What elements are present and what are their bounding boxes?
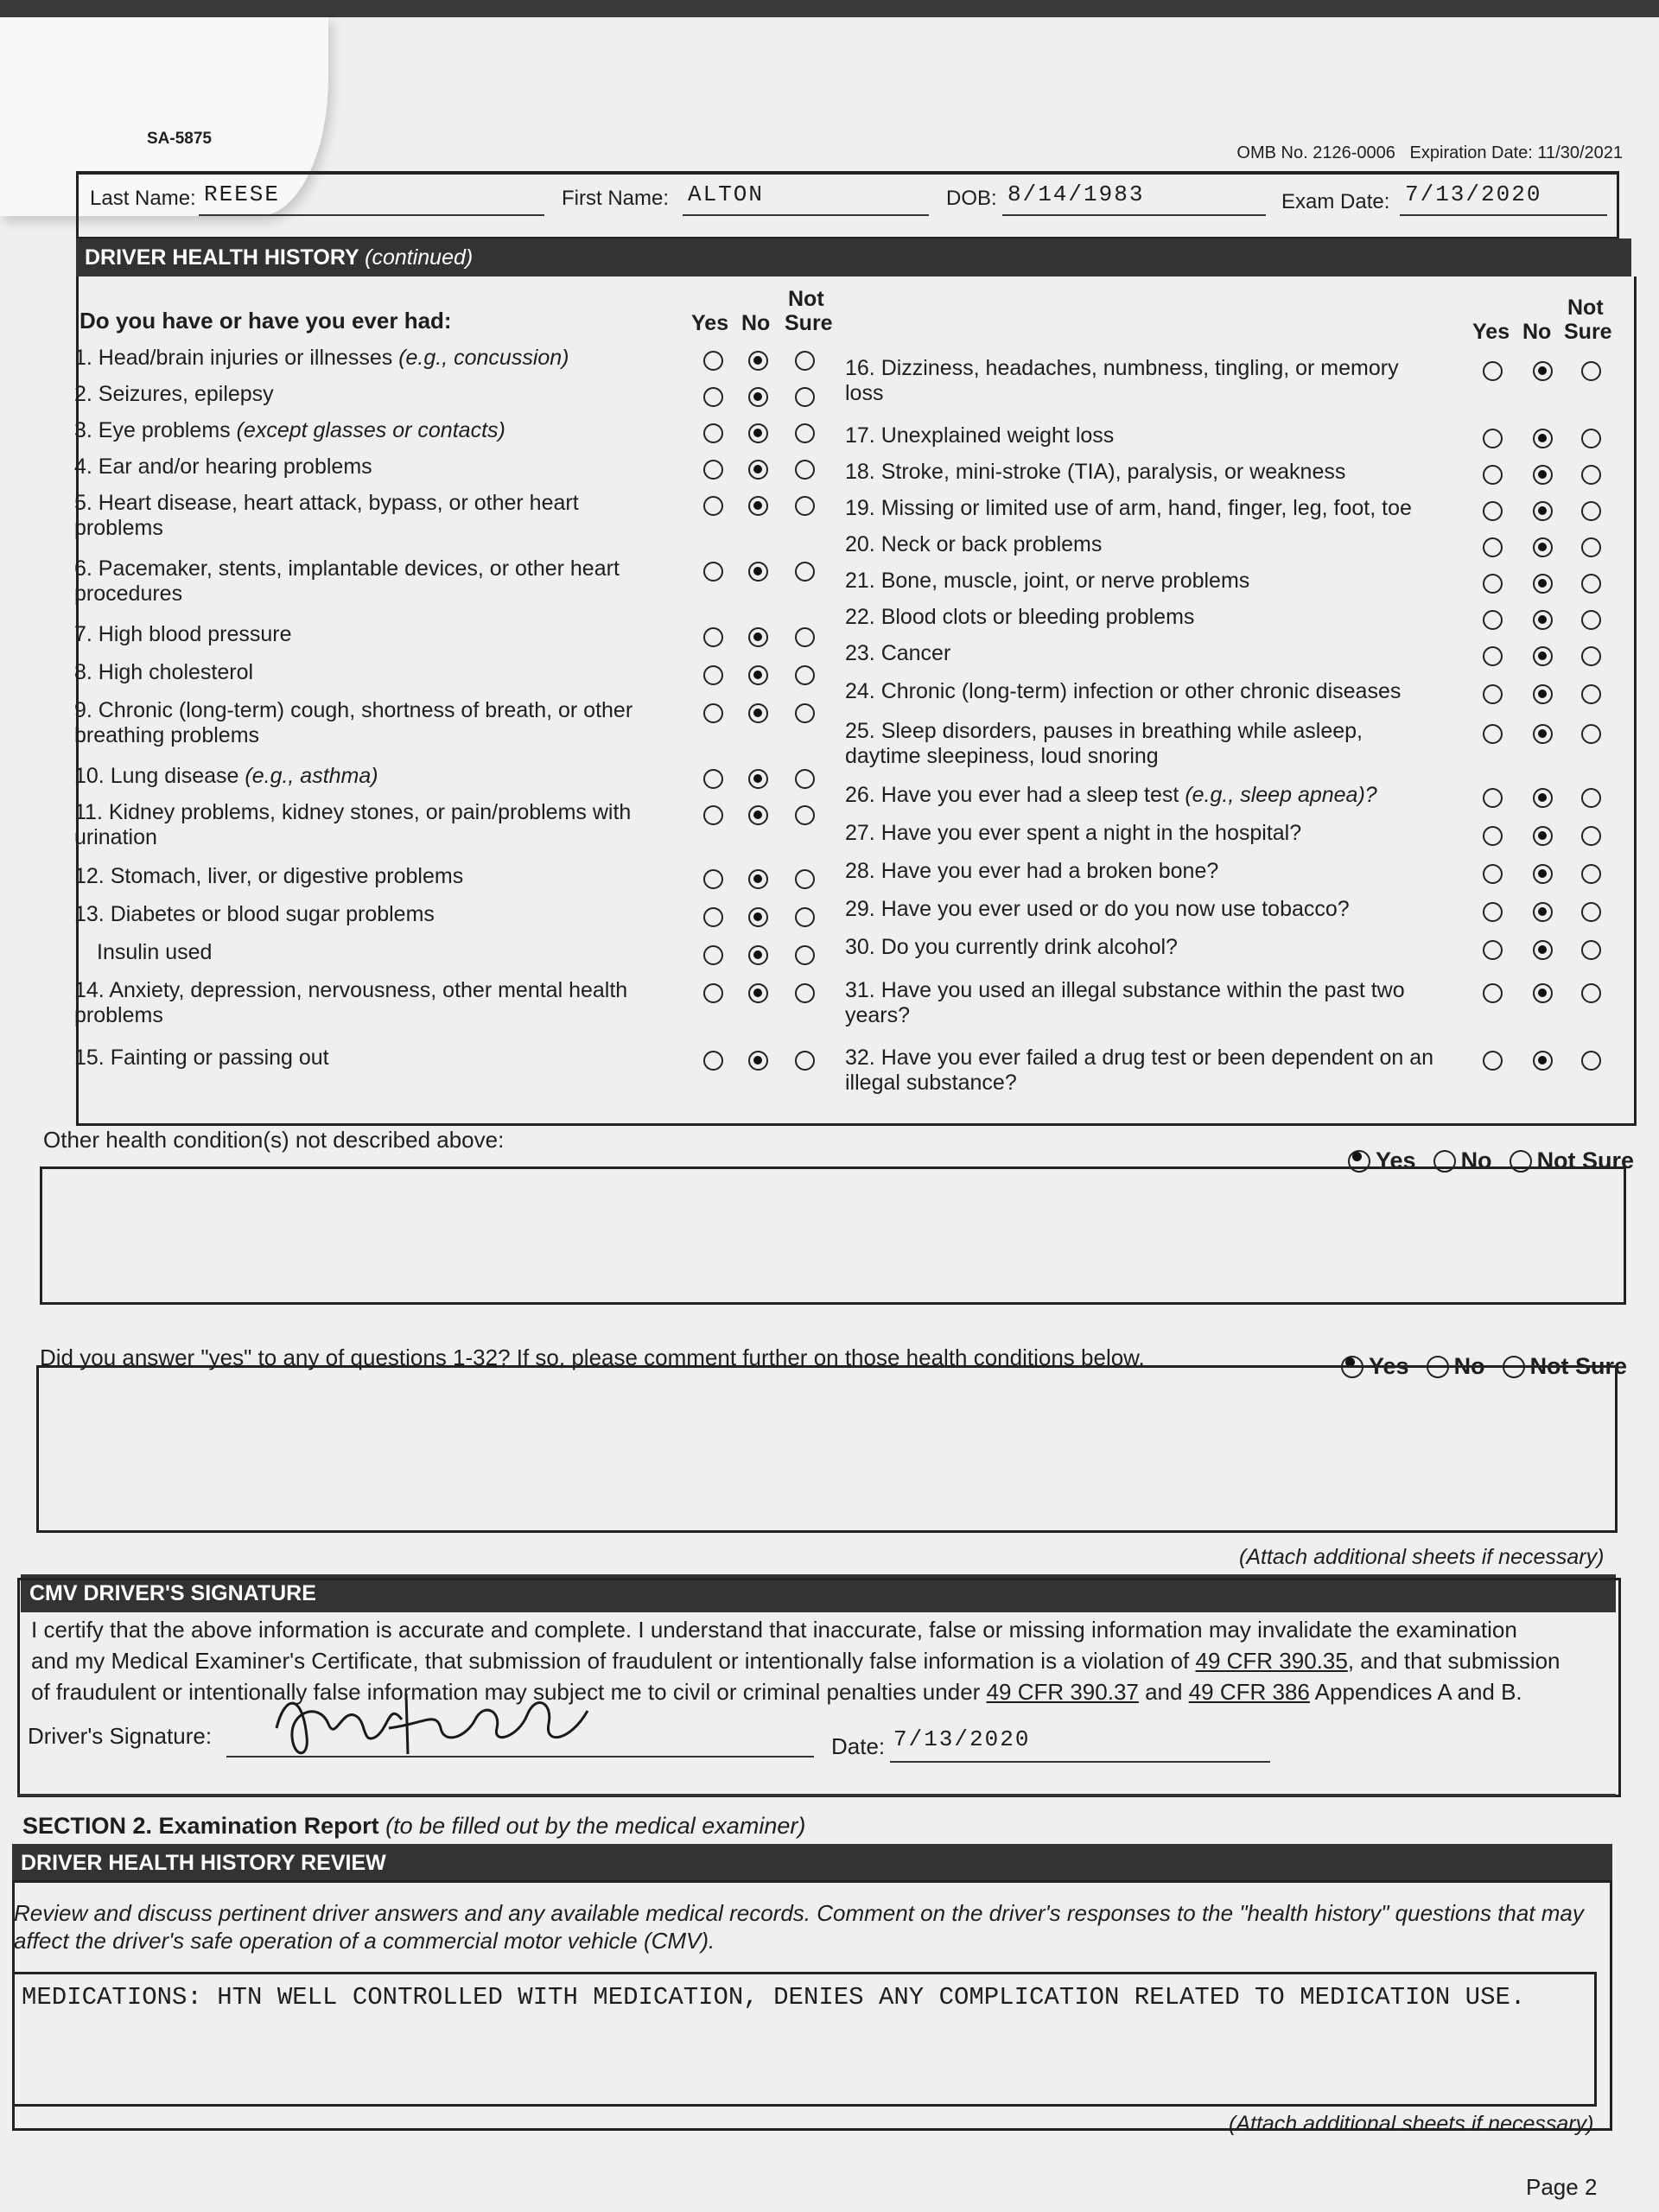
right-q11-not-sure-radio[interactable] [1581, 788, 1601, 808]
yes-any-comments-textarea[interactable] [36, 1365, 1618, 1533]
signature-date-field[interactable]: 7/13/2020 [893, 1726, 1031, 1752]
left-q9-not-sure-radio[interactable] [795, 703, 815, 723]
right-question-15: 30. Do you currently drink alcohol? [845, 935, 1178, 959]
left-q11-no-radio[interactable] [748, 805, 768, 825]
right-q6-yes-radio[interactable] [1483, 574, 1503, 594]
right-question-4: 19. Missing or limited use of arm, hand, finger, leg, foot, toe [845, 496, 1412, 520]
right-q17-yes-radio[interactable] [1483, 1051, 1503, 1071]
right-q4-not-sure-radio[interactable] [1581, 501, 1601, 521]
left-question-9: 9. Chronic (long-term) cough, shortness of breath, or other breathing problems [74, 698, 633, 747]
driver-signature-label: Driver's Signature: [28, 1723, 213, 1749]
right-q15-not-sure-radio[interactable] [1581, 940, 1601, 960]
form-code: SA-5875 [147, 130, 212, 148]
left-q7-yes-radio[interactable] [703, 627, 723, 647]
left-question-8: 8. High cholesterol [74, 660, 254, 684]
col-sure-right: Sure [1564, 320, 1612, 344]
left-q16-not-sure-radio[interactable] [795, 1051, 815, 1071]
left-q2-not-sure-radio[interactable] [795, 387, 815, 407]
right-q9-yes-radio[interactable] [1483, 684, 1503, 704]
left-q4-yes-radio[interactable] [703, 460, 723, 480]
review-title: DRIVER HEALTH HISTORY REVIEW [12, 1844, 1612, 1882]
left-question-15: 14. Anxiety, depression, nervousness, other mental health problems [74, 978, 628, 1027]
other-conditions-options: Yes No Not Sure [1348, 1147, 1634, 1174]
right-question-17: 32. Have you ever failed a drug test or been dependent on an illegal substance? [845, 1046, 1434, 1095]
cert-line-2: and my Medical Examiner's Certificate, that submission of fraudulent or intentionally false information is a violation of 49 CFR 390.35, and that submission [31, 1648, 1560, 1674]
cfr-390-37-link[interactable]: 49 CFR 390.37 [986, 1679, 1139, 1705]
cfr-386-link[interactable]: 49 CFR 386 [1188, 1679, 1310, 1705]
right-question-7: 22. Blood clots or bleeding problems [845, 605, 1195, 629]
exam-date-field[interactable]: 7/13/2020 [1405, 181, 1542, 207]
exam-date-label: Exam Date: [1281, 190, 1390, 213]
last-name-line [199, 214, 544, 216]
health-history-title: DRIVER HEALTH HISTORY (continued) [76, 238, 1631, 276]
right-q9-not-sure-radio[interactable] [1581, 684, 1601, 704]
right-q6-no-radio[interactable] [1533, 574, 1553, 594]
yes-any-label: Did you answer "yes" to any of questions 1-32? If so, please comment further on those health conditions below. [40, 1344, 1145, 1370]
last-name-label: Last Name: [90, 187, 196, 210]
right-q2-yes-radio[interactable] [1483, 429, 1503, 448]
right-question-12: 27. Have you ever spent a night in the hospital? [845, 821, 1302, 845]
left-q14-yes-radio[interactable] [703, 945, 723, 965]
right-q2-no-radio[interactable] [1533, 429, 1553, 448]
right-q17-not-sure-radio[interactable] [1581, 1051, 1601, 1071]
left-q8-not-sure-radio[interactable] [795, 665, 815, 685]
right-question-2: 17. Unexplained weight loss [845, 423, 1115, 448]
right-q9-no-radio[interactable] [1533, 684, 1553, 704]
left-q9-no-radio[interactable] [748, 703, 768, 723]
left-question-7: 7. High blood pressure [74, 622, 292, 646]
right-q5-not-sure-radio[interactable] [1581, 537, 1601, 557]
left-q4-no-radio[interactable] [748, 460, 768, 480]
attach-note-1: (Attach additional sheets if necessary) [1239, 1545, 1605, 1569]
right-q15-no-radio[interactable] [1533, 940, 1553, 960]
right-q8-not-sure-radio[interactable] [1581, 646, 1601, 666]
driver-signature-image[interactable] [259, 1676, 622, 1771]
left-question-10: 10. Lung disease (e.g., asthma) [74, 764, 378, 788]
left-q15-yes-radio[interactable] [703, 983, 723, 1003]
left-question-14: Insulin used [97, 940, 213, 964]
left-q5-yes-radio[interactable] [703, 496, 723, 516]
section2-title: SECTION 2. Examination Report (to be filled out by the medical examiner) [22, 1813, 806, 1839]
left-q3-no-radio[interactable] [748, 423, 768, 443]
dob-field[interactable]: 8/14/1983 [1007, 181, 1145, 207]
col-yes-left: Yes [691, 311, 729, 335]
medications-comment[interactable]: MEDICATIONS: HTN WELL CONTROLLED WITH MEDICATION, DENIES ANY COMPLICATION RELATED TO MEDICATION USE. [12, 1972, 1597, 2107]
left-q14-not-sure-radio[interactable] [795, 945, 815, 965]
right-q6-not-sure-radio[interactable] [1581, 574, 1601, 594]
first-name-line [683, 214, 929, 216]
right-q16-not-sure-radio[interactable] [1581, 983, 1601, 1003]
right-question-5: 20. Neck or back problems [845, 532, 1103, 556]
right-q5-no-radio[interactable] [1533, 537, 1553, 557]
col-not-right: Not [1567, 296, 1604, 320]
left-q6-no-radio[interactable] [748, 562, 768, 582]
left-q1-not-sure-radio[interactable] [795, 351, 815, 371]
right-q4-yes-radio[interactable] [1483, 501, 1503, 521]
right-question-6: 21. Bone, muscle, joint, or nerve problems [845, 569, 1250, 593]
left-q13-not-sure-radio[interactable] [795, 907, 815, 927]
left-q11-yes-radio[interactable] [703, 805, 723, 825]
question-header: Do you have or have you ever had: [79, 308, 452, 334]
right-q1-no-radio[interactable] [1533, 361, 1553, 381]
dob-line [1002, 214, 1266, 216]
left-q14-no-radio[interactable] [748, 945, 768, 965]
right-q17-no-radio[interactable] [1533, 1051, 1553, 1071]
left-question-5: 5. Heart disease, heart attack, bypass, or other heart problems [74, 491, 579, 540]
col-no-left: No [741, 311, 771, 335]
right-question-16: 31. Have you used an illegal substance within the past two years? [845, 978, 1405, 1027]
left-q5-not-sure-radio[interactable] [795, 496, 815, 516]
right-question-13: 28. Have you ever had a broken bone? [845, 859, 1219, 883]
right-q12-not-sure-radio[interactable] [1581, 826, 1601, 846]
right-q16-yes-radio[interactable] [1483, 983, 1503, 1003]
left-q10-yes-radio[interactable] [703, 769, 723, 789]
cfr-390-35-link[interactable]: 49 CFR 390.35 [1195, 1648, 1348, 1674]
exam-date-line [1400, 214, 1607, 216]
col-no-right: No [1522, 320, 1552, 344]
left-q2-yes-radio[interactable] [703, 387, 723, 407]
right-q3-not-sure-radio[interactable] [1581, 465, 1601, 485]
right-question-9: 24. Chronic (long-term) infection or other chronic diseases [845, 679, 1402, 703]
left-question-6: 6. Pacemaker, stents, implantable devices, or other heart procedures [74, 556, 620, 606]
cert-line-1: I certify that the above information is accurate and complete. I understand that inaccurate, false or missing information may invalidate the examination [31, 1617, 1517, 1643]
omb-number: OMB No. 2126-0006 [1236, 143, 1395, 162]
right-question-3: 18. Stroke, mini-stroke (TIA), paralysis, or weakness [845, 460, 1346, 484]
col-yes-right: Yes [1472, 320, 1510, 344]
left-q15-not-sure-radio[interactable] [795, 983, 815, 1003]
yes-any-options: Yes No Not Sure [1341, 1353, 1627, 1380]
right-q10-not-sure-radio[interactable] [1581, 724, 1601, 744]
last-name-field[interactable]: REESE [204, 181, 281, 207]
right-q4-no-radio[interactable] [1533, 501, 1553, 521]
date-line [890, 1761, 1270, 1763]
left-q5-no-radio[interactable] [748, 496, 768, 516]
left-q16-yes-radio[interactable] [703, 1051, 723, 1071]
right-q3-yes-radio[interactable] [1483, 465, 1503, 485]
right-q14-yes-radio[interactable] [1483, 902, 1503, 922]
right-q12-yes-radio[interactable] [1483, 826, 1503, 846]
left-q2-no-radio[interactable] [748, 387, 768, 407]
right-q13-not-sure-radio[interactable] [1581, 864, 1601, 884]
right-q1-not-sure-radio[interactable] [1581, 361, 1601, 381]
left-question-16: 15. Fainting or passing out [74, 1046, 329, 1070]
left-q1-yes-radio[interactable] [703, 351, 723, 371]
right-question-1: 16. Dizziness, headaches, numbness, tingling, or memory loss [845, 356, 1399, 405]
right-q8-yes-radio[interactable] [1483, 646, 1503, 666]
right-q1-yes-radio[interactable] [1483, 361, 1503, 381]
dob-label: DOB: [946, 187, 997, 210]
left-q13-yes-radio[interactable] [703, 907, 723, 927]
left-question-3: 3. Eye problems (except glasses or contacts) [74, 418, 505, 442]
right-question-8: 23. Cancer [845, 641, 951, 665]
left-q10-no-radio[interactable] [748, 769, 768, 789]
left-q1-no-radio[interactable] [748, 351, 768, 371]
left-question-11: 11. Kidney problems, kidney stones, or pain/problems with urination [74, 800, 632, 849]
right-q3-no-radio[interactable] [1533, 465, 1553, 485]
right-q7-no-radio[interactable] [1533, 610, 1553, 630]
left-q7-no-radio[interactable] [748, 627, 768, 647]
expiration-date: Expiration Date: 11/30/2021 [1409, 143, 1623, 162]
right-q11-yes-radio[interactable] [1483, 788, 1503, 808]
right-q16-no-radio[interactable] [1533, 983, 1553, 1003]
left-q10-not-sure-radio[interactable] [795, 769, 815, 789]
left-question-4: 4. Ear and/or hearing problems [74, 454, 372, 479]
right-q5-yes-radio[interactable] [1483, 537, 1503, 557]
other-conditions-textarea[interactable] [40, 1166, 1626, 1305]
page-number: Page 2 [1526, 2174, 1598, 2200]
first-name-label: First Name: [562, 187, 670, 210]
left-question-2: 2. Seizures, epilepsy [74, 382, 274, 406]
left-q12-no-radio[interactable] [748, 869, 768, 889]
left-q12-yes-radio[interactable] [703, 869, 723, 889]
right-q13-yes-radio[interactable] [1483, 864, 1503, 884]
left-q9-yes-radio[interactable] [703, 703, 723, 723]
review-instructions: Review and discuss pertinent driver answers and any available medical records. Comment on the driver's responses to the "health history" questions that may affect the driver's safe operation of a commercial motor vehicle (CMV). [14, 1900, 1584, 1954]
left-q8-no-radio[interactable] [748, 665, 768, 685]
right-q15-yes-radio[interactable] [1483, 940, 1503, 960]
left-q3-not-sure-radio[interactable] [795, 423, 815, 443]
left-q8-yes-radio[interactable] [703, 665, 723, 685]
form-page [0, 17, 1659, 2212]
right-q11-no-radio[interactable] [1533, 788, 1553, 808]
right-q2-not-sure-radio[interactable] [1581, 429, 1601, 448]
right-q14-no-radio[interactable] [1533, 902, 1553, 922]
left-q4-not-sure-radio[interactable] [795, 460, 815, 480]
left-q13-no-radio[interactable] [748, 907, 768, 927]
other-conditions-label: Other health condition(s) not described above: [43, 1127, 505, 1153]
left-q12-not-sure-radio[interactable] [795, 869, 815, 889]
left-q6-yes-radio[interactable] [703, 562, 723, 582]
right-question-11: 26. Have you ever had a sleep test (e.g., sleep apnea)? [845, 783, 1377, 807]
date-label: Date: [831, 1733, 886, 1759]
right-q10-yes-radio[interactable] [1483, 724, 1503, 744]
left-q11-not-sure-radio[interactable] [795, 805, 815, 825]
first-name-field[interactable]: ALTON [688, 181, 765, 207]
right-q8-no-radio[interactable] [1533, 646, 1553, 666]
left-q3-yes-radio[interactable] [703, 423, 723, 443]
col-sure-left: Sure [785, 311, 833, 335]
left-question-13: 13. Diabetes or blood sugar problems [74, 902, 435, 926]
left-question-1: 1. Head/brain injuries or illnesses (e.g., concussion) [74, 346, 569, 370]
right-question-10: 25. Sleep disorders, pauses in breathing while asleep, daytime sleepiness, loud snoring [845, 719, 1363, 768]
cert-line-3: of fraudulent or intentionally false information may subject me to civil or criminal penalties under 49 CFR 390.37 and 49 CFR 386 Appendices A and B. [31, 1679, 1522, 1705]
right-q13-no-radio[interactable] [1533, 864, 1553, 884]
left-q15-no-radio[interactable] [748, 983, 768, 1003]
left-q16-no-radio[interactable] [748, 1051, 768, 1071]
attach-note-2: (Attach additional sheets if necessary) [1229, 2112, 1594, 2136]
left-question-12: 12. Stomach, liver, or digestive problems [74, 864, 464, 888]
left-q7-not-sure-radio[interactable] [795, 627, 815, 647]
omb-info [1236, 143, 1623, 163]
right-q14-not-sure-radio[interactable] [1581, 902, 1601, 922]
right-q7-yes-radio[interactable] [1483, 610, 1503, 630]
col-not-left: Not [788, 287, 824, 311]
right-q12-no-radio[interactable] [1533, 826, 1553, 846]
right-q7-not-sure-radio[interactable] [1581, 610, 1601, 630]
signature-title: CMV DRIVER'S SIGNATURE [21, 1574, 1616, 1612]
section-divider [17, 1794, 1616, 1796]
right-q10-no-radio[interactable] [1533, 724, 1553, 744]
left-q6-not-sure-radio[interactable] [795, 562, 815, 582]
right-question-14: 29. Have you ever used or do you now use tobacco? [845, 897, 1350, 921]
